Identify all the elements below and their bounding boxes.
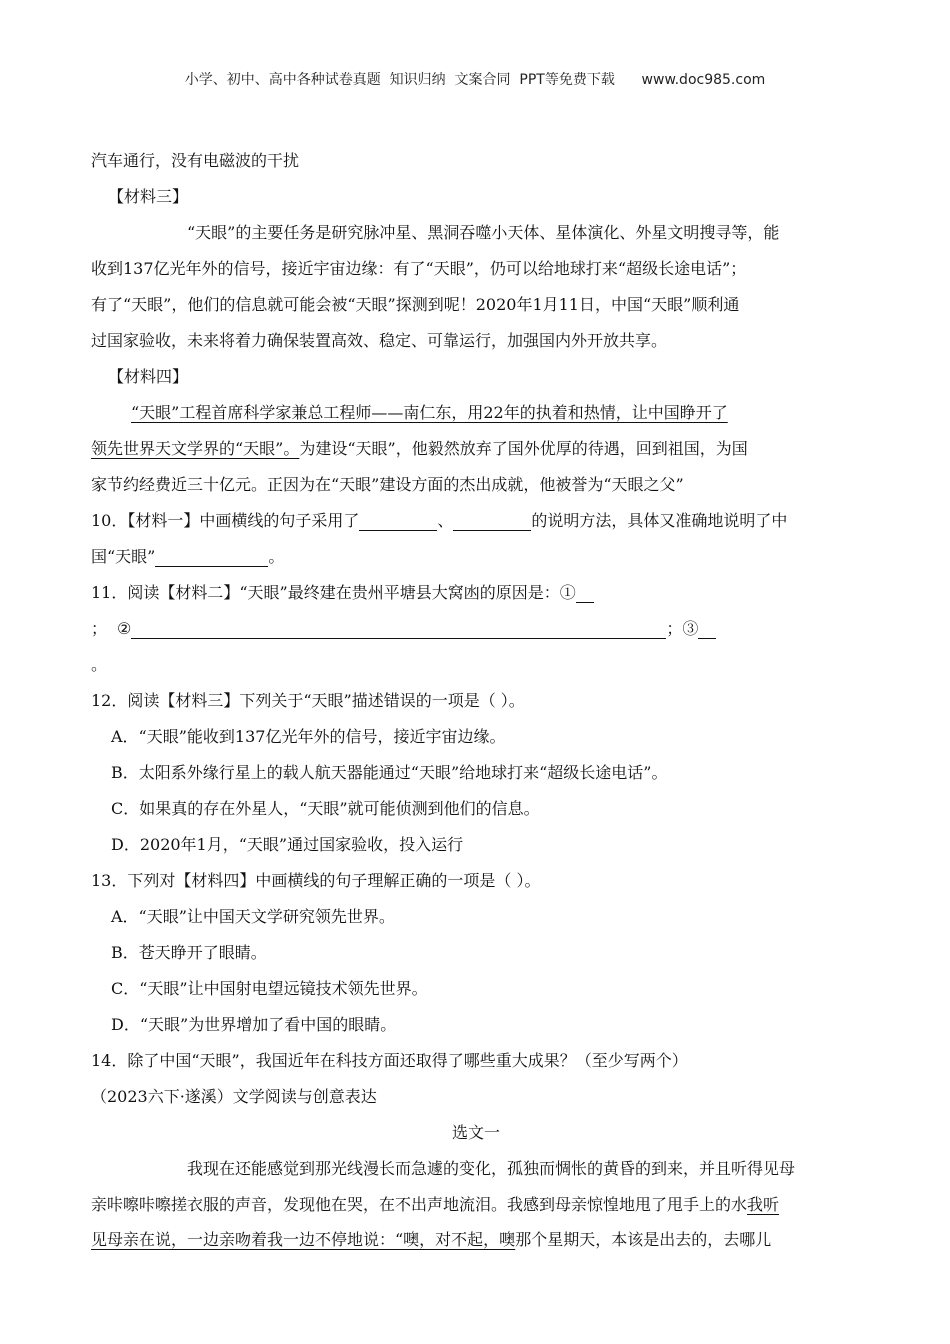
option-a[interactable]: A．“天眼”能收到137亿光年外的信号，接近宇宙边缘。 [111, 727, 506, 746]
material-3-title: 【材料三】 [108, 187, 189, 206]
text-line [91, 1223, 861, 1257]
section-heading: （2023六下·遂溪）文学阅读与创意表达 [91, 1087, 377, 1106]
text-line [91, 395, 861, 431]
option-a[interactable]: A．“天眼”让中国天文学研究领先世界。 [111, 907, 395, 926]
text-line [91, 1187, 861, 1223]
text-line: “天眼”的主要任务是研究脉冲星、黑洞吞噬小天体、星体演化、外星文明搜寻等，能 [187, 223, 780, 242]
answer-blank[interactable] [359, 508, 437, 531]
answer-blank[interactable] [131, 616, 666, 639]
question-text: 11．阅读【材料二】“天眼”最终建在贵州平塘县大窝凼的原因是：① [91, 583, 576, 602]
question-10-cont [91, 539, 861, 575]
option-b[interactable]: B．太阳系外缘行星上的载人航天器能通过“天眼”给地球打来“超级长途电话”。 [111, 763, 668, 782]
question-10 [91, 503, 861, 539]
question-text: 。 [268, 547, 285, 566]
option-c[interactable]: C．如果真的存在外星人，“天眼”就可能侦测到他们的信息。 [111, 799, 540, 818]
option-c[interactable]: C．“天眼”让中国射电望远镜技术领先世界。 [111, 979, 428, 998]
question-13: 13．下列对【材料四】中画横线的句子理解正确的一项是（ ）。 [91, 871, 541, 890]
question-text: 国“天眼” [91, 547, 156, 566]
answer-blank[interactable] [698, 616, 716, 639]
text-segment: 那个星期天，本该是出去的，去哪儿 [515, 1230, 772, 1249]
text-line: 汽车通行，没有电磁波的干扰 [91, 151, 300, 170]
answer-blank[interactable] [453, 508, 531, 531]
question-text: ② [117, 619, 132, 638]
question-text: 。 [91, 655, 108, 674]
option-b[interactable]: B．苍天睁开了眼睛。 [111, 943, 267, 962]
material-4-title: 【材料四】 [108, 367, 189, 386]
underlined-sentence: “天眼”工程首席科学家兼总工程师——南仁东，用22年的执着和热情，让中国睁开了 [131, 403, 728, 422]
question-11-cont [91, 611, 861, 647]
document-body [91, 143, 861, 1257]
question-12: 12．阅读【材料三】下列关于“天眼”描述错误的一项是（ ）。 [91, 691, 525, 710]
text-line: 我现在还能感觉到那光线漫长而急遽的变化，孤独而惆怅的黄昏的到来，并且听得见母 [187, 1159, 796, 1178]
question-text: ； [91, 619, 108, 638]
answer-blank[interactable] [155, 544, 268, 567]
text-line: 家节约经费近三十亿元。正因为在“天眼”建设方面的杰出成就，他被誉为“天眼之父” [91, 475, 684, 494]
option-d[interactable]: D．2020年1月，“天眼”通过国家验收，投入运行 [111, 835, 464, 854]
text-line [91, 431, 861, 467]
text-line: 收到137亿光年外的信号，接近宇宙边缘：有了“天眼”，仍可以给地球打来“超级长途电话”； [91, 259, 747, 278]
question-14: 14．除了中国“天眼”，我国近年在科技方面还取得了哪些重大成果？（至少写两个） [91, 1051, 688, 1070]
question-text: 的说明方法，具体又准确地说明了中 [531, 511, 788, 530]
text-line: 有了“天眼”，他们的信息就可能会被“天眼”探测到呢！2020年1月11日，中国“天眼”顺利通 [91, 295, 740, 314]
underlined-sentence: 领先世界天文学界的“天眼”。 [91, 439, 300, 458]
option-d[interactable]: D．“天眼”为世界增加了看中国的眼睛。 [111, 1015, 397, 1034]
question-text: 、 [437, 511, 454, 530]
answer-blank[interactable] [576, 580, 594, 603]
question-text: ；③ [666, 619, 699, 638]
underlined-sentence: 我听 [747, 1195, 780, 1214]
question-text: 10．【材料一】中画横线的句子采用了 [91, 511, 360, 530]
page-header: 小学、初中、高中各种试卷真题 知识归纳 文案合同 PPT等免费下载 www.doc985.com [184, 72, 766, 88]
underlined-sentence: 见母亲在说，一边亲吻着我一边不停地说：“噢，对不起，噢 [91, 1230, 516, 1249]
text-segment: 亲咔嚓咔嚓搓衣服的声音，发现他在哭，在不出声地流泪。我感到母亲惊惶地甩了甩手上的水 [91, 1195, 748, 1214]
selection-title: 选文一 [451, 1123, 500, 1142]
text-segment: 为建设“天眼”，他毅然放弃了国外优厚的待遇，回到祖国，为国 [299, 439, 748, 458]
question-11 [91, 575, 861, 611]
text-line: 过国家验收，未来将着力确保装置高效、稳定、可靠运行，加强国内外开放共享。 [91, 331, 668, 350]
